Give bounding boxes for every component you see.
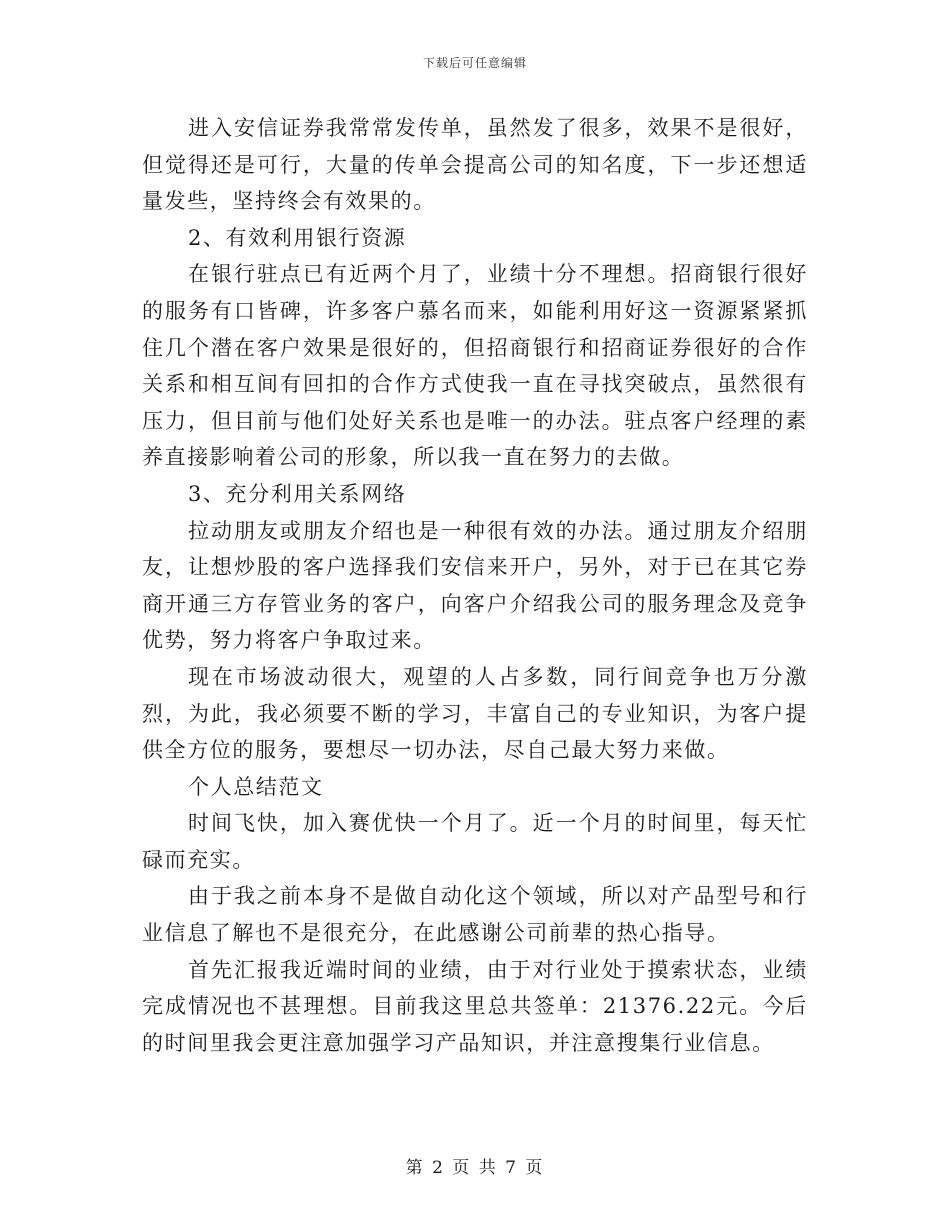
paragraph: 在银行驻点已有近两个月了，业绩十分不理想。招商银行很好的服务有口皆碑，许多客户慕名而来，如能利用好这一资源紧紧抓住几个潜在客户效果是很好的，但招商银行和招商证券很好的合作关系和相互间有回扣的合作方式使我一直在寻找突破点，虽然很有压力，但目前与他们处好关系也是唯一的办法。驻点客户经理的素养直接影响着公司的形象，所以我一直在努力的去做。 xyxy=(142,262,808,470)
paragraph: 首先汇报我近端时间的业绩，由于对行业处于摸索状态，业绩完成情况也不甚理想。目前我这里总共签单：21376.22元。今后的时间里我会更注意加强学习产品知识，并注意搜集行业信息。 xyxy=(142,957,808,1055)
paragraph: 由于我之前本身不是做自动化这个领域，所以对产品型号和行业信息了解也不是很充分，在此感谢公司前辈的热心指导。 xyxy=(142,884,808,946)
section-heading: 3、充分利用关系网络 xyxy=(188,481,407,506)
paragraph: 拉动朋友或朋友介绍也是一种很有效的办法。通过朋友介绍朋友，让想炒股的客户选择我们安信来开户，另外，对于已在其它券商开通三方存管业务的客户，向客户介绍我公司的服务理念及竞争优势，努力将客户争取过来。 xyxy=(142,518,808,653)
document-body xyxy=(142,110,808,1061)
paragraph: 时间飞快，加入赛优快一个月了。近一个月的时间里，每天忙碌而充实。 xyxy=(142,811,808,872)
paragraph: 现在市场波动很大，观望的人占多数，同行间竞争也万分激烈，为此，我必须要不断的学习，丰富自己的专业知识，为客户提供全方位的服务，要想尽一切办法，尽自己最大努力来做。 xyxy=(142,664,808,763)
page-number-footer: 第 2 页 共 7 页 xyxy=(405,1158,545,1178)
section-heading: 个人总结范文 xyxy=(188,774,324,799)
page-header: 下载后可任意编辑 xyxy=(422,56,527,70)
section-heading: 2、有效利用银行资源 xyxy=(188,225,407,250)
paragraph: 进入安信证券我常常发传单，虽然发了很多，效果不是很好，但觉得还是可行，大量的传单会提高公司的知名度，下一步还想适量发些，坚持终会有效果的。 xyxy=(142,116,808,214)
